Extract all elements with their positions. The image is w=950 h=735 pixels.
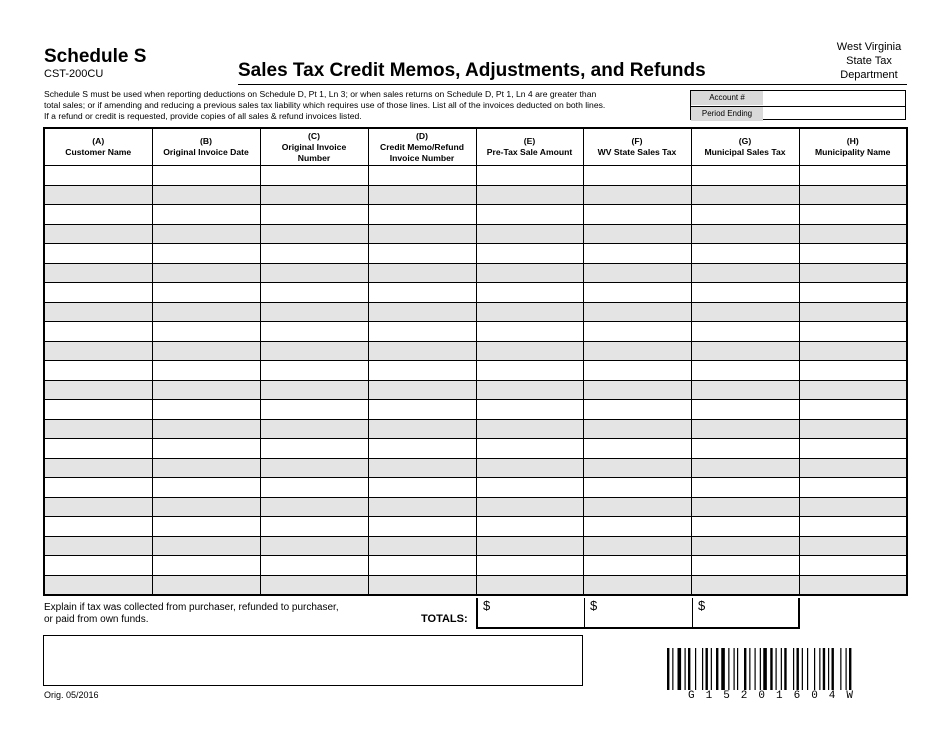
barcode-bar	[688, 648, 690, 690]
barcode-bar	[716, 648, 718, 690]
credit-memo-number-cell[interactable]	[368, 361, 476, 381]
original-invoice-date-cell[interactable]	[152, 575, 260, 595]
table-row	[44, 536, 907, 556]
municipality-name-cell[interactable]	[799, 380, 907, 400]
original-invoice-number-cell[interactable]	[260, 380, 368, 400]
municipality-name-cell[interactable]	[799, 361, 907, 381]
wv-state-sales-tax-cell[interactable]	[583, 244, 691, 264]
table-row	[44, 458, 907, 478]
explanation-text-box[interactable]	[43, 635, 583, 686]
table-row	[44, 244, 907, 264]
original-invoice-date-cell[interactable]	[152, 166, 260, 186]
customer-name-cell[interactable]	[44, 322, 152, 342]
original-invoice-number-cell[interactable]	[260, 400, 368, 420]
original-invoice-date-cell[interactable]	[152, 536, 260, 556]
pretax-sale-amount-cell[interactable]	[476, 536, 583, 556]
pretax-sale-amount-cell[interactable]	[476, 497, 583, 517]
wv-state-sales-tax-cell[interactable]	[583, 497, 691, 517]
barcode-bar	[823, 648, 825, 690]
municipality-name-cell[interactable]	[799, 497, 907, 517]
totals-label: TOTALS:	[421, 613, 468, 625]
customer-name-cell[interactable]	[44, 224, 152, 244]
barcode-bar	[763, 648, 767, 690]
original-invoice-number-cell[interactable]	[260, 322, 368, 342]
original-invoice-date-cell[interactable]	[152, 322, 260, 342]
original-invoice-date-cell[interactable]	[152, 205, 260, 225]
barcode-bar	[749, 648, 750, 690]
barcode-bar	[755, 648, 756, 690]
account-number-label: Account #	[691, 91, 763, 105]
wv-state-sales-tax-cell[interactable]	[583, 536, 691, 556]
customer-name-cell[interactable]	[44, 497, 152, 517]
table-row	[44, 283, 907, 303]
barcode-bar	[734, 648, 735, 690]
barcode-bar	[776, 648, 777, 690]
municipal-sales-tax-cell[interactable]	[691, 244, 799, 264]
credit-memo-number-cell[interactable]	[368, 556, 476, 576]
original-invoice-number-cell[interactable]	[260, 419, 368, 439]
customer-name-cell[interactable]	[44, 263, 152, 283]
municipal-sales-tax-cell[interactable]	[691, 166, 799, 186]
original-invoice-date-cell[interactable]	[152, 556, 260, 576]
original-invoice-number-cell[interactable]	[260, 224, 368, 244]
original-invoice-number-cell[interactable]	[260, 302, 368, 322]
municipal-sales-tax-cell[interactable]	[691, 263, 799, 283]
instructions-line-1: Schedule S must be used when reporting deductions on Schedule D, Pt 1, Ln 3; or when sales returns on Schedule D, Pt 1, Ln 4 are greater than	[44, 89, 597, 99]
original-invoice-date-cell[interactable]	[152, 458, 260, 478]
table-header-row	[44, 128, 907, 166]
period-ending-field[interactable]	[691, 106, 905, 122]
original-invoice-number-cell[interactable]	[260, 283, 368, 303]
table-row	[44, 361, 907, 381]
barcode-bar	[793, 648, 794, 690]
municipal-sales-tax-cell[interactable]	[691, 322, 799, 342]
explanation-prompt	[44, 602, 384, 626]
customer-name-cell[interactable]	[44, 380, 152, 400]
barcode-bar	[814, 648, 815, 690]
credit-memo-number-cell[interactable]	[368, 302, 476, 322]
explanation-prompt-line-1: Explain if tax was collected from purchaser, refunded to purchaser,	[44, 602, 339, 613]
pretax-sale-amount-cell[interactable]	[476, 556, 583, 576]
schedule-title: Schedule S	[44, 46, 147, 67]
municipal-sales-tax-cell[interactable]	[691, 439, 799, 459]
total-wv-state-tax-field[interactable]	[584, 598, 692, 629]
barcode-bar	[667, 648, 669, 690]
wv-state-sales-tax-cell[interactable]	[583, 166, 691, 186]
wv-state-sales-tax-cell[interactable]	[583, 205, 691, 225]
original-invoice-number-cell[interactable]	[260, 439, 368, 459]
page-title: Sales Tax Credit Memos, Adjustments, and Refunds	[238, 60, 706, 81]
municipal-sales-tax-cell[interactable]	[691, 205, 799, 225]
column-header-f: (F) WV State Sales Tax	[583, 128, 691, 166]
original-invoice-number-cell[interactable]	[260, 341, 368, 361]
original-invoice-date-cell[interactable]	[152, 224, 260, 244]
customer-name-cell[interactable]	[44, 439, 152, 459]
pretax-sale-amount-cell[interactable]	[476, 205, 583, 225]
table-row	[44, 185, 907, 205]
credit-memo-number-cell[interactable]	[368, 205, 476, 225]
municipal-sales-tax-cell[interactable]	[691, 341, 799, 361]
column-header-b: (B) Original Invoice Date	[152, 128, 260, 166]
original-invoice-number-cell[interactable]	[260, 361, 368, 381]
original-invoice-number-cell[interactable]	[260, 205, 368, 225]
table-row	[44, 400, 907, 420]
total-pretax-amount-field[interactable]	[476, 598, 584, 629]
table-row	[44, 575, 907, 595]
barcode-bar	[711, 648, 712, 690]
instructions-line-3: If a refund or credit is requested, provide copies of all sales & refund invoices listed.	[44, 111, 362, 121]
pretax-sale-amount-cell[interactable]	[476, 244, 583, 264]
municipality-name-cell[interactable]	[799, 419, 907, 439]
credit-memo-number-cell[interactable]	[368, 166, 476, 186]
pretax-sale-amount-cell[interactable]	[476, 380, 583, 400]
municipality-name-cell[interactable]	[799, 478, 907, 498]
municipality-name-cell[interactable]	[799, 517, 907, 537]
wv-state-sales-tax-cell[interactable]	[583, 185, 691, 205]
credit-memo-number-cell[interactable]	[368, 458, 476, 478]
wv-state-sales-tax-cell[interactable]	[583, 380, 691, 400]
municipality-name-cell[interactable]	[799, 224, 907, 244]
barcode-icon	[667, 648, 907, 690]
barcode-bar	[706, 648, 708, 690]
original-invoice-number-cell[interactable]	[260, 185, 368, 205]
barcode-bar	[849, 648, 851, 690]
column-header-a: (A) Customer Name	[44, 128, 152, 166]
pretax-sale-amount-cell[interactable]	[476, 575, 583, 595]
municipal-sales-tax-cell[interactable]	[691, 575, 799, 595]
original-invoice-date-cell[interactable]	[152, 185, 260, 205]
table-row	[44, 419, 907, 439]
original-invoice-number-cell[interactable]	[260, 263, 368, 283]
municipal-sales-tax-cell[interactable]	[691, 556, 799, 576]
total-municipal-tax-field[interactable]	[692, 598, 800, 629]
municipality-name-cell[interactable]	[799, 283, 907, 303]
table-row	[44, 166, 907, 186]
invoice-table	[43, 127, 908, 596]
table-row	[44, 380, 907, 400]
credit-memo-number-cell[interactable]	[368, 224, 476, 244]
table-row	[44, 205, 907, 225]
pretax-sale-amount-cell[interactable]	[476, 166, 583, 186]
table-row	[44, 263, 907, 283]
column-header-c: (C) Original Invoice Number	[260, 128, 368, 166]
municipality-name-cell[interactable]	[799, 458, 907, 478]
customer-name-cell[interactable]	[44, 283, 152, 303]
instructions-line-2: total sales; or if amending and reducing a previous sales tax liability which requires use of those lines. List all of the invoices deducted on both lines.	[44, 100, 606, 110]
municipality-name-cell[interactable]	[799, 322, 907, 342]
wv-state-sales-tax-cell[interactable]	[583, 322, 691, 342]
barcode-bar	[760, 648, 761, 690]
customer-name-cell[interactable]	[44, 575, 152, 595]
municipality-name-cell[interactable]	[799, 556, 907, 576]
municipality-name-cell[interactable]	[799, 166, 907, 186]
credit-memo-number-cell[interactable]	[368, 517, 476, 537]
customer-name-cell[interactable]	[44, 556, 152, 576]
municipal-sales-tax-cell[interactable]	[691, 536, 799, 556]
municipality-name-cell[interactable]	[799, 341, 907, 361]
pretax-sale-amount-cell[interactable]	[476, 478, 583, 498]
municipal-sales-tax-cell[interactable]	[691, 224, 799, 244]
wv-state-sales-tax-cell[interactable]	[583, 283, 691, 303]
table-row	[44, 341, 907, 361]
credit-memo-number-cell[interactable]	[368, 536, 476, 556]
original-invoice-date-cell[interactable]	[152, 497, 260, 517]
barcode-bar	[737, 648, 738, 690]
barcode-bar	[744, 648, 746, 690]
municipal-sales-tax-cell[interactable]	[691, 361, 799, 381]
pretax-sale-amount-cell[interactable]	[476, 439, 583, 459]
barcode-bar	[678, 648, 682, 690]
dollar-sign: $	[483, 598, 491, 613]
pretax-sale-amount-cell[interactable]	[476, 224, 583, 244]
original-invoice-number-cell[interactable]	[260, 536, 368, 556]
pretax-sale-amount-cell[interactable]	[476, 419, 583, 439]
pretax-sale-amount-cell[interactable]	[476, 458, 583, 478]
municipality-name-cell[interactable]	[799, 185, 907, 205]
original-invoice-date-cell[interactable]	[152, 361, 260, 381]
original-invoice-number-cell[interactable]	[260, 497, 368, 517]
customer-name-cell[interactable]	[44, 400, 152, 420]
original-invoice-number-cell[interactable]	[260, 244, 368, 264]
customer-name-cell[interactable]	[44, 478, 152, 498]
municipal-sales-tax-cell[interactable]	[691, 517, 799, 537]
table-body	[44, 166, 907, 596]
department-line-1: West Virginia	[836, 41, 902, 53]
barcode-bar	[846, 648, 847, 690]
column-header-e: (E) Pre-Tax Sale Amount	[476, 128, 583, 166]
barcode-bar	[695, 648, 696, 690]
barcode-bar	[702, 648, 703, 690]
department-line-2: State Tax	[846, 55, 892, 67]
table-row	[44, 517, 907, 537]
wv-state-sales-tax-cell[interactable]	[583, 341, 691, 361]
original-invoice-number-cell[interactable]	[260, 556, 368, 576]
original-invoice-date-cell[interactable]	[152, 283, 260, 303]
credit-memo-number-cell[interactable]	[368, 185, 476, 205]
wv-state-sales-tax-cell[interactable]	[583, 361, 691, 381]
table-row	[44, 556, 907, 576]
wv-state-sales-tax-cell[interactable]	[583, 556, 691, 576]
pretax-sale-amount-cell[interactable]	[476, 517, 583, 537]
credit-memo-number-cell[interactable]	[368, 263, 476, 283]
customer-name-cell[interactable]	[44, 517, 152, 537]
credit-memo-number-cell[interactable]	[368, 419, 476, 439]
revision-date: Orig. 05/2016	[44, 690, 99, 700]
barcode-bar	[781, 648, 782, 690]
pretax-sale-amount-cell[interactable]	[476, 361, 583, 381]
municipality-name-cell[interactable]	[799, 205, 907, 225]
wv-state-sales-tax-cell[interactable]	[583, 439, 691, 459]
wv-state-sales-tax-cell[interactable]	[583, 419, 691, 439]
barcode-bar	[828, 648, 829, 690]
barcode-bar	[770, 648, 772, 690]
customer-name-cell[interactable]	[44, 536, 152, 556]
department-line-3: Department	[840, 69, 898, 81]
municipality-name-cell[interactable]	[799, 536, 907, 556]
original-invoice-number-cell[interactable]	[260, 575, 368, 595]
barcode-bar	[721, 648, 725, 690]
municipal-sales-tax-cell[interactable]	[691, 283, 799, 303]
barcode-bar	[832, 648, 834, 690]
wv-state-sales-tax-cell[interactable]	[583, 575, 691, 595]
municipal-sales-tax-cell[interactable]	[691, 458, 799, 478]
table-row	[44, 497, 907, 517]
municipality-name-cell[interactable]	[799, 575, 907, 595]
table-row	[44, 302, 907, 322]
wv-state-sales-tax-cell[interactable]	[583, 517, 691, 537]
instructions	[44, 89, 690, 122]
barcode-bar	[672, 648, 673, 690]
municipal-sales-tax-cell[interactable]	[691, 185, 799, 205]
dollar-sign: $	[590, 598, 598, 613]
table-row	[44, 439, 907, 459]
column-header-d: (D) Credit Memo/Refund Invoice Number	[368, 128, 476, 166]
wv-state-sales-tax-cell[interactable]	[583, 458, 691, 478]
wv-state-sales-tax-cell[interactable]	[583, 224, 691, 244]
header-rule	[238, 84, 907, 85]
customer-name-cell[interactable]	[44, 361, 152, 381]
pretax-sale-amount-cell[interactable]	[476, 341, 583, 361]
original-invoice-date-cell[interactable]	[152, 263, 260, 283]
municipal-sales-tax-cell[interactable]	[691, 497, 799, 517]
original-invoice-date-cell[interactable]	[152, 302, 260, 322]
municipality-name-cell[interactable]	[799, 244, 907, 264]
original-invoice-date-cell[interactable]	[152, 400, 260, 420]
original-invoice-date-cell[interactable]	[152, 478, 260, 498]
municipal-sales-tax-cell[interactable]	[691, 478, 799, 498]
form-number: CST-200CU	[44, 68, 104, 80]
wv-state-sales-tax-cell[interactable]	[583, 400, 691, 420]
barcode-bar	[819, 648, 820, 690]
credit-memo-number-cell[interactable]	[368, 322, 476, 342]
pretax-sale-amount-cell[interactable]	[476, 185, 583, 205]
original-invoice-date-cell[interactable]	[152, 439, 260, 459]
column-header-g: (G) Municipal Sales Tax	[691, 128, 799, 166]
pretax-sale-amount-cell[interactable]	[476, 400, 583, 420]
account-number-field[interactable]	[691, 91, 905, 106]
wv-state-sales-tax-cell[interactable]	[583, 478, 691, 498]
pretax-sale-amount-cell[interactable]	[476, 302, 583, 322]
credit-memo-number-cell[interactable]	[368, 400, 476, 420]
original-invoice-number-cell[interactable]	[260, 478, 368, 498]
original-invoice-date-cell[interactable]	[152, 517, 260, 537]
customer-name-cell[interactable]	[44, 244, 152, 264]
pretax-sale-amount-cell[interactable]	[476, 283, 583, 303]
original-invoice-number-cell[interactable]	[260, 517, 368, 537]
municipality-name-cell[interactable]	[799, 302, 907, 322]
credit-memo-number-cell[interactable]	[368, 341, 476, 361]
customer-name-cell[interactable]	[44, 166, 152, 186]
original-invoice-date-cell[interactable]	[152, 244, 260, 264]
table-row	[44, 224, 907, 244]
customer-name-cell[interactable]	[44, 341, 152, 361]
customer-name-cell[interactable]	[44, 185, 152, 205]
barcode-bar	[807, 648, 808, 690]
wv-state-sales-tax-cell[interactable]	[583, 263, 691, 283]
wv-state-sales-tax-cell[interactable]	[583, 302, 691, 322]
municipality-name-cell[interactable]	[799, 439, 907, 459]
credit-memo-number-cell[interactable]	[368, 283, 476, 303]
customer-name-cell[interactable]	[44, 205, 152, 225]
column-header-h: (H) Municipality Name	[799, 128, 907, 166]
municipality-name-cell[interactable]	[799, 263, 907, 283]
customer-name-cell[interactable]	[44, 302, 152, 322]
municipal-sales-tax-cell[interactable]	[691, 380, 799, 400]
municipal-sales-tax-cell[interactable]	[691, 302, 799, 322]
pretax-sale-amount-cell[interactable]	[476, 322, 583, 342]
credit-memo-number-cell[interactable]	[368, 380, 476, 400]
barcode-bar	[728, 648, 729, 690]
department-name	[822, 40, 916, 82]
municipal-sales-tax-cell[interactable]	[691, 419, 799, 439]
municipal-sales-tax-cell[interactable]	[691, 400, 799, 420]
credit-memo-number-cell[interactable]	[368, 244, 476, 264]
barcode-bar	[802, 648, 803, 690]
barcode-bar	[685, 648, 686, 690]
credit-memo-number-cell[interactable]	[368, 478, 476, 498]
credit-memo-number-cell[interactable]	[368, 497, 476, 517]
customer-name-cell[interactable]	[44, 419, 152, 439]
original-invoice-date-cell[interactable]	[152, 380, 260, 400]
original-invoice-date-cell[interactable]	[152, 341, 260, 361]
explanation-prompt-line-2: or paid from own funds.	[44, 614, 149, 625]
customer-name-cell[interactable]	[44, 458, 152, 478]
barcode-bar	[797, 648, 799, 690]
account-box	[690, 90, 906, 120]
credit-memo-number-cell[interactable]	[368, 439, 476, 459]
barcode-number: G15201604W	[688, 690, 865, 702]
original-invoice-number-cell[interactable]	[260, 166, 368, 186]
pretax-sale-amount-cell[interactable]	[476, 263, 583, 283]
municipality-name-cell[interactable]	[799, 400, 907, 420]
period-ending-label: Period Ending	[691, 107, 763, 121]
barcode-bar	[840, 648, 841, 690]
table-row	[44, 478, 907, 498]
original-invoice-number-cell[interactable]	[260, 458, 368, 478]
credit-memo-number-cell[interactable]	[368, 575, 476, 595]
original-invoice-date-cell[interactable]	[152, 419, 260, 439]
table-row	[44, 322, 907, 342]
barcode-bar	[784, 648, 786, 690]
dollar-sign: $	[698, 598, 706, 613]
